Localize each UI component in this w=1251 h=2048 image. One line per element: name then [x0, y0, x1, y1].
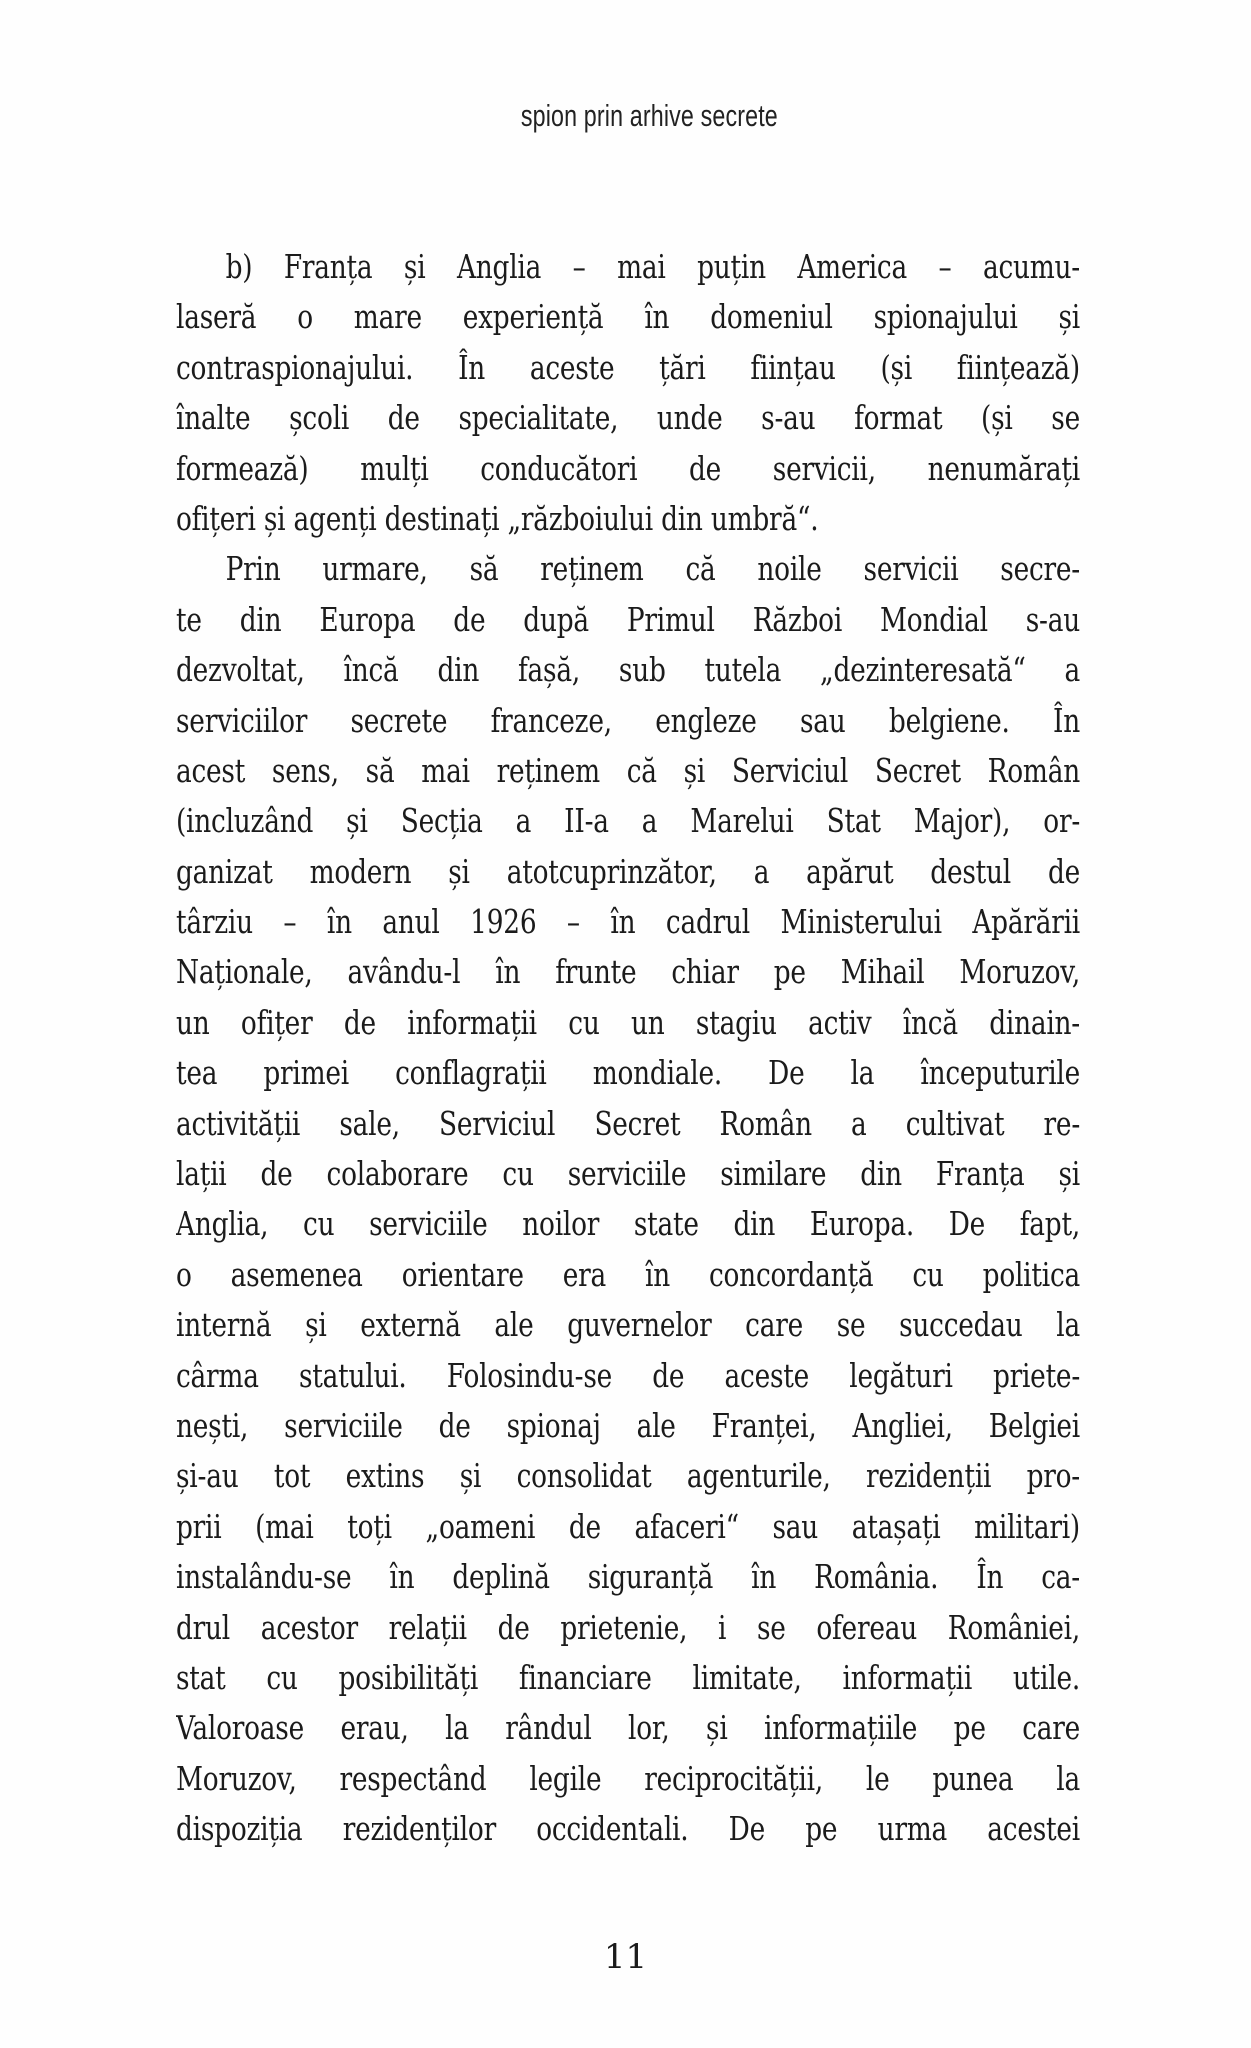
paragraph-1	[176, 242, 1080, 544]
text-line: Moruzov, respectând legile reciprocității, le punea la	[176, 1758, 1080, 1798]
page-number: 11	[603, 1937, 648, 1977]
text-line: acest sens, să mai reținem că și Serviciul Secret Român	[176, 750, 1080, 790]
text-line: o asemenea orientare era în concordanță cu politica	[176, 1254, 1080, 1294]
text-line: laseră o mare experiență în domeniul spionajului și	[176, 297, 1080, 337]
text-line: te din Europa de după Primul Război Mondial s-au	[176, 599, 1080, 639]
text-line: serviciilor secrete franceze, engleze sau belgiene. În	[176, 700, 1080, 740]
text-line: stat cu posibilități financiare limitate, informații utile.	[176, 1657, 1080, 1697]
text-line: târziu – în anul 1926 – în cadrul Ministerului Apărării	[176, 902, 1080, 942]
text-line: prii (mai toți „oameni de afaceri“ sau atașați militari)	[176, 1506, 1080, 1546]
text-line: (incluzând și Secția a II-a a Marelui Stat Major), or-	[176, 801, 1080, 841]
text-line: lații de colaborare cu serviciile similare din Franța și	[176, 1154, 1080, 1194]
text-line: dezvoltat, încă din fașă, sub tutela „dezinteresată“ a	[176, 650, 1080, 690]
text-line: instalându-se în deplină siguranță în România. În ca-	[176, 1557, 1080, 1597]
text-line: și-au tot extins și consolidat agenturile, rezidenții pro-	[176, 1456, 1080, 1496]
running-header	[24, 97, 1251, 135]
paragraph-2	[176, 544, 1080, 1854]
text-line: contraspionajului. În aceste țări ființau (și ființează)	[176, 347, 1080, 387]
text-line: nești, serviciile de spionaj ale Franței, Angliei, Belgiei	[176, 1405, 1080, 1445]
running-header-title: spion prin arhive secrete	[520, 98, 779, 133]
text-line: un ofițer de informații cu un stagiu activ încă dinain-	[176, 1002, 1080, 1042]
text-line: dispoziția rezidenților occidentali. De pe urma acestei	[176, 1809, 1080, 1849]
text-line: drul acestor relații de prietenie, i se ofereau României,	[176, 1607, 1080, 1647]
text-line: tea primei conflagrații mondiale. De la începuturile	[176, 1053, 1080, 1093]
text-line: internă și externă ale guvernelor care se succedau la	[176, 1305, 1080, 1345]
text-line: Anglia, cu serviciile noilor state din Europa. De fapt,	[176, 1204, 1080, 1244]
text-line: formează) mulți conducători de servicii, nenumărați	[176, 448, 1080, 488]
text-line: activității sale, Serviciul Secret Român a cultivat re-	[176, 1103, 1080, 1143]
text-line: ofițeri și agenți destinați „războiului din umbră“.	[176, 498, 819, 538]
text-line: înalte școli de specialitate, unde s-au format (și se	[176, 398, 1080, 438]
text-line: ganizat modern și atotcuprinzător, a apărut destul de	[176, 851, 1080, 891]
text-line: cârma statului. Folosindu-se de aceste legături priete-	[176, 1355, 1080, 1395]
text-line: b) Franța și Anglia – mai puțin America – acumu-	[225, 247, 1080, 286]
page-body	[176, 242, 1080, 1855]
text-line: Prin urmare, să reținem că noile servicii secre-	[225, 549, 1080, 589]
text-line: Valoroase erau, la rândul lor, și informațiile pe care	[176, 1708, 1080, 1748]
text-line: Naționale, avându-l în frunte chiar pe Mihail Moruzov,	[176, 952, 1080, 992]
